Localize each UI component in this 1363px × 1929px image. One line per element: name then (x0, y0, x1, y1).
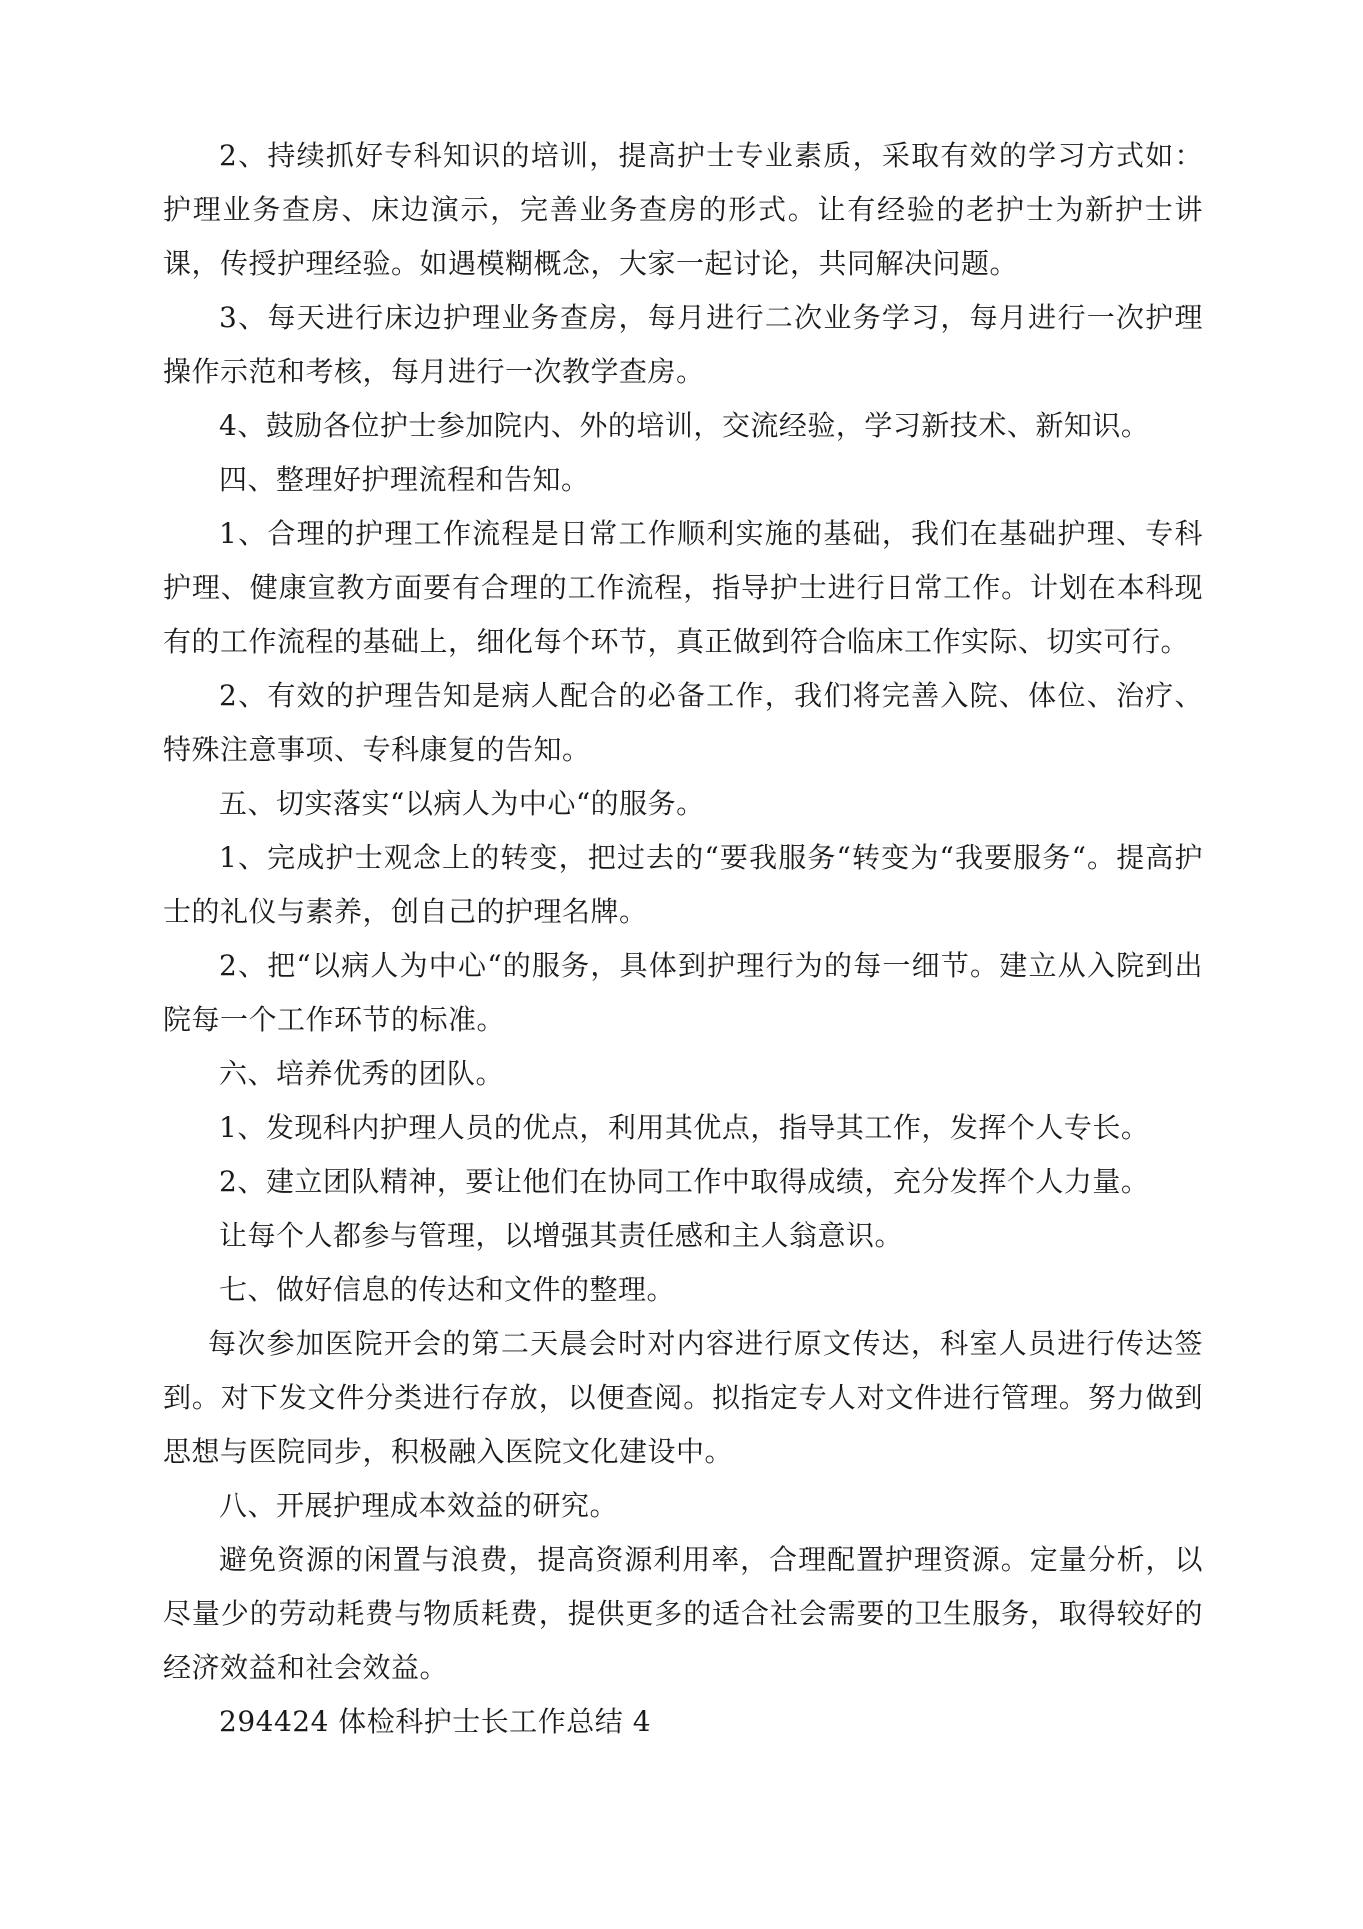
paragraph-resources: 避免资源的闲置与浪费，提高资源利用率，合理配置护理资源。定量分析，以尽量少的劳动耗费与物质耗费，提供更多的适合社会需要的卫生服务，取得较好的经济效益和社会效益。 (163, 1543, 1203, 1684)
paragraph-notification: 2、有效的护理告知是病人配合的必备工作，我们将完善入院、体位、治疗、特殊注意事项、专科康复的告知。 (163, 679, 1203, 766)
section-heading-4: 四、整理好护理流程和告知。 (219, 463, 590, 496)
paragraph-workflow: 1、合理的护理工作流程是日常工作顺利实施的基础，我们在基础护理、专科护理、健康宣教方面要有合理的工作流程，指导护士进行日常工作。计划在本科现有的工作流程的基础上，细化每个环节，真正做到符合临床工作实际、切实可行。 (163, 517, 1203, 658)
paragraph-concept-change: 1、完成护士观念上的转变，把过去的“要我服务“转变为“我要服务“。提高护士的礼仪与素养，创自己的护理名牌。 (163, 841, 1203, 928)
section-heading-7: 七、做好信息的传达和文件的整理。 (219, 1273, 676, 1306)
paragraph-team-spirit: 2、建立团队精神，要让他们在协同工作中取得成绩，充分发挥个人力量。 (219, 1165, 1150, 1198)
paragraph-item-4-encourage: 4、鼓励各位护士参加院内、外的培训，交流经验，学习新技术、新知识。 (219, 409, 1150, 442)
paragraph-item-3-rounds: 3、每天进行床边护理业务查房，每月进行二次业务学习，每月进行一次护理操作示范和考核，每月进行一次教学查房。 (163, 301, 1203, 388)
paragraph-strengths: 1、发现科内护理人员的优点，利用其优点，指导其工作，发挥个人专长。 (219, 1111, 1150, 1144)
section-heading-5: 五、切实落实“以病人为中心“的服务。 (219, 787, 705, 820)
paragraph-meetings: 每次参加医院开会的第二天晨会时对内容进行原文传达，科室人员进行传达签到。对下发文件分类进行存放，以便查阅。拟指定专人对文件进行管理。努力做到思想与医院同步，积极融入医院文化建设中。 (163, 1327, 1203, 1468)
document-footer-title: 294424 体检科护士长工作总结 4 (219, 1705, 652, 1738)
paragraph-patient-centered: 2、把“以病人为中心“的服务，具体到护理行为的每一细节。建立从入院到出院每一个工作环节的标准。 (163, 949, 1203, 1036)
document-body (163, 129, 1203, 1749)
section-heading-6: 六、培养优秀的团队。 (219, 1057, 505, 1090)
section-heading-8: 八、开展护理成本效益的研究。 (219, 1489, 619, 1522)
paragraph-item-2-training: 2、持续抓好专科知识的培训，提高护士专业素质，采取有效的学习方式如：护理业务查房、床边演示，完善业务查房的形式。让有经验的老护士为新护士讲课，传授护理经验。如遇模糊概念，大家一起讨论，共同解决问题。 (163, 139, 1203, 280)
paragraph-participation: 让每个人都参与管理，以增强其责任感和主人翁意识。 (219, 1219, 904, 1252)
